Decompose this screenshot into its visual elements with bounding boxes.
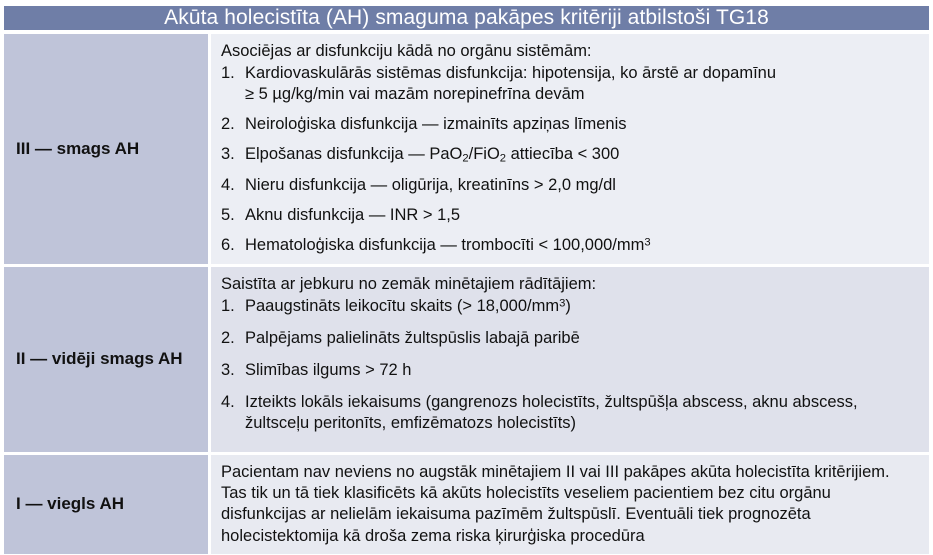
list-marker: 4. [221,176,235,195]
cubic-superscript: 3 [559,296,566,309]
list-item [221,296,919,317]
list-text: Palpējams palielināts žultspūslis labajā paribē [245,328,580,347]
list-marker: 4. [221,393,235,412]
list-text: Nieru disfunkcija — oligūrija, kreatinīns > 2,0 mg/dl [245,176,616,195]
pao2-fio2-mid: /FiO [468,145,500,164]
list-text-line-2: žultsceļu peritonīts, emfizēmatozs holecistīts) [245,414,577,433]
criteria-list-ii [221,296,919,435]
criteria-list-iii [221,63,919,256]
list-marker: 3. [221,145,235,164]
list-item [221,114,919,135]
grade-label-ii: II — vidēji smags AH [16,349,183,369]
leukocyte-text: Paaugstināts leikocītu skaits (> 18,000/mm [245,296,560,315]
criteria-cell-iii [211,34,929,264]
list-item [221,144,919,166]
list-item [221,328,919,349]
criteria-lead-ii: Saistīta ar jebkuru no zemāk minētajiem rādītājiem: [221,274,597,293]
list-item [221,235,919,256]
list-text-line-2: ≥ 5 µg/kg/min vai mazām norepinefrīna devām [245,85,585,104]
list-marker: 1. [221,64,235,83]
list-item [221,360,919,381]
list-text: Slimības ilgums > 72 h [245,360,412,379]
list-marker: 6. [221,236,235,255]
platelets-text: Hematoloģiska disfunkcija — trombocīti < 100,000/mm [245,236,645,255]
list-text-line-1: Izteikts lokāls iekaisums (gangrenozs holecistīts, žultspūšļa abscess, aknu abscess, [245,393,858,412]
table-row [4,267,929,453]
grade-label-iii: III — smags AH [16,138,140,158]
list-text [245,235,919,256]
list-item [221,63,919,105]
criteria-lead-iii: Asociējas ar disfunkciju kādā no orgānu sistēmām: [221,42,592,60]
grade-label-cell-i [4,455,208,553]
criteria-paragraph-i: Pacientam nav neviens no augstāk minētajiem II vai III pakāpes akūta holecistīta kritērijiem. Tas tik un tā tiek klasificēts kā akūts holecistīts veseliem pacientiem bez citu orgānu disfunkcijas ar nelielām iekaisuma pazīmēm žultspūslī. Eventuāli tiek prognozēta holecistektomija kā droša zema riska ķirurģiska procedūra [221,463,890,545]
list-text [245,144,919,166]
list-text [245,63,919,105]
list-text: Neiroloģiska disfunkcija — izmainīts apziņas līmenis [245,115,627,134]
table-row [4,34,929,264]
list-marker: 2. [221,328,235,347]
table-title: Akūta holecistīta (AH) smaguma pakāpes kritēriji atbilstoši TG18 [164,6,769,29]
cubic-superscript: 3 [644,236,651,249]
leukocyte-suffix: ) [565,296,571,315]
fio2-subscript: 2 [499,152,507,165]
grade-label-i: I — viegls AH [16,494,125,514]
pao2-fio2-suffix: attiecība < 300 [506,145,620,164]
table-row [4,455,929,553]
table-body [4,34,929,554]
table-title-banner [4,6,929,30]
list-text [245,392,919,434]
list-marker: 2. [221,115,235,134]
list-marker: 3. [221,360,235,379]
list-item [221,392,919,434]
criteria-cell-ii [211,267,929,453]
pao2-subscript: 2 [462,152,469,165]
list-item [221,205,919,226]
list-marker: 1. [221,296,235,315]
criteria-cell-i [211,455,929,553]
grade-label-cell-ii [4,267,208,453]
pao2-fio2-prefix: Elpošanas disfunkcija — PaO [245,145,463,164]
list-text [245,296,919,317]
list-text-line-1: Kardiovaskulārās sistēmas disfunkcija: hipotensija, ko ārstē ar dopamīnu [245,64,777,83]
list-item [221,175,919,196]
list-text: Aknu disfunkcija — INR > 1,5 [245,206,461,225]
list-marker: 5. [221,206,235,225]
grade-label-cell-iii [4,34,208,264]
